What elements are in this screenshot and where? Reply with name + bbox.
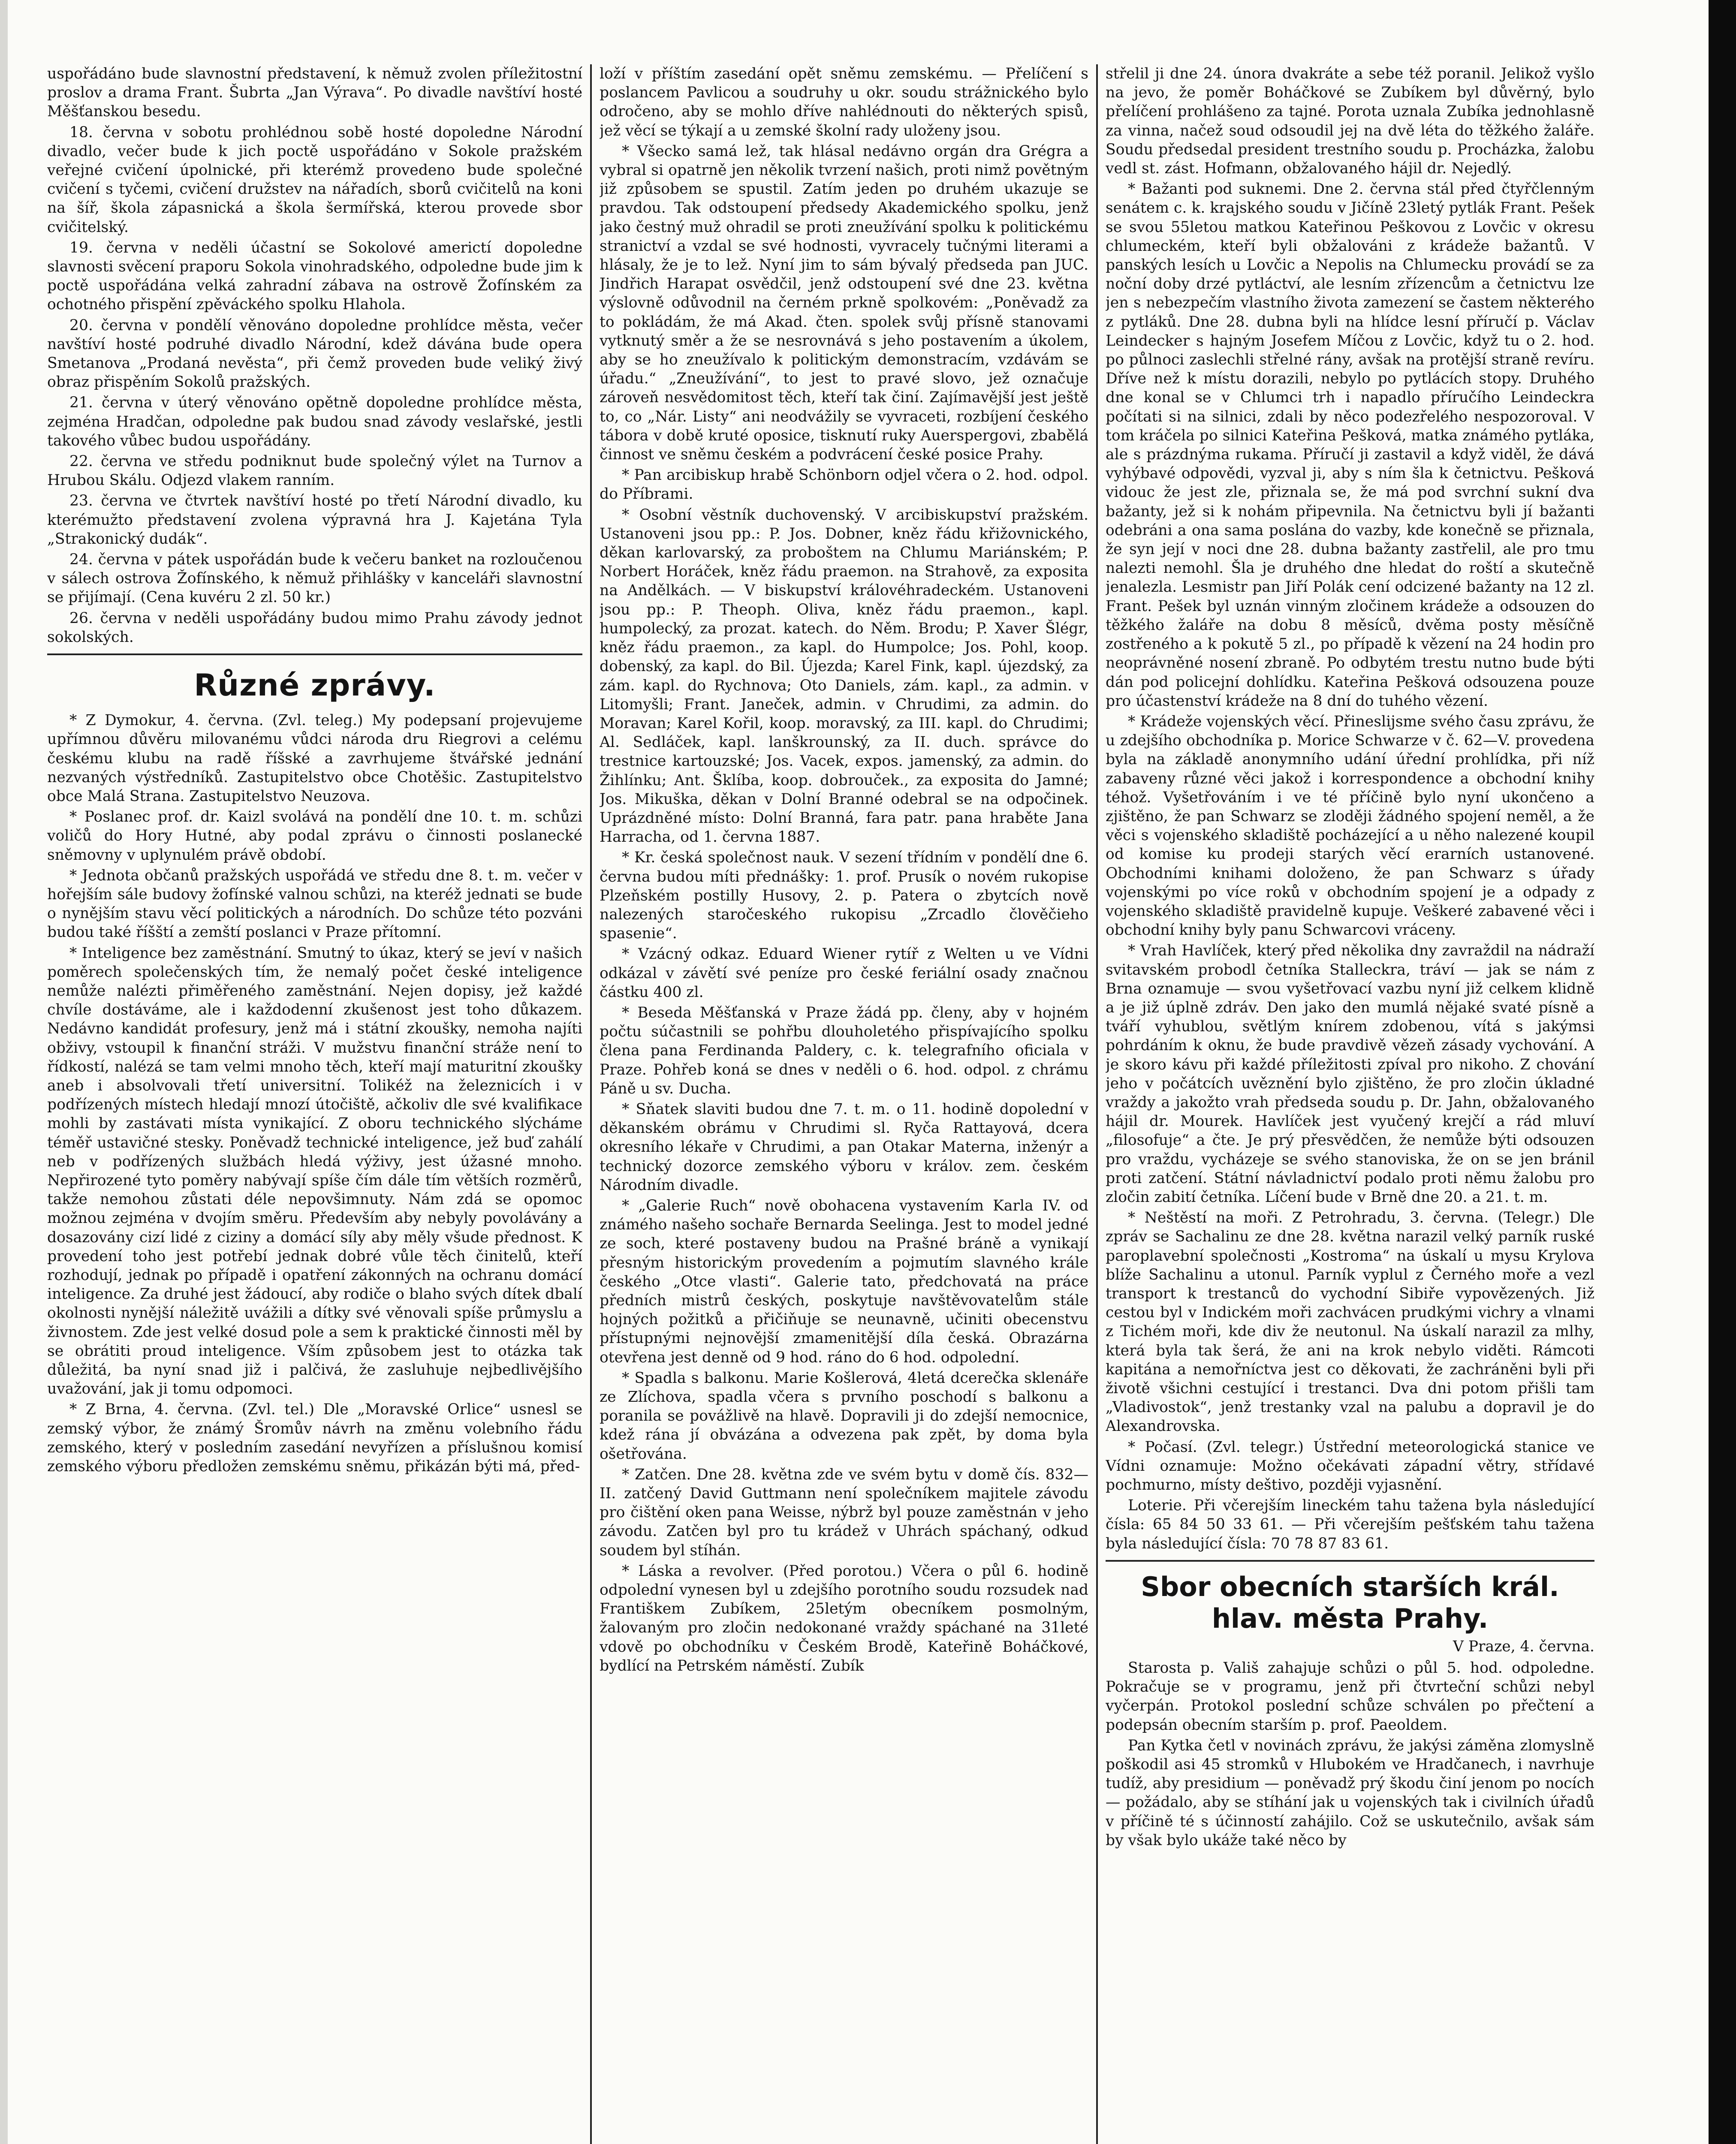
news-item: * „Galerie Ruch“ nově obohacena vystavením Karla IV. od známého našeho sochaře Bernarda Seelinga. Jest to model jedné ze soch, které postaveny budou na Prašné bráně a vynikají přesným historickým provedením a pojmutím slavného krále českého „Otce vlasti“. Galerie tato, předchovatá na práce předních mistrů českých, poskytuje navštěvovatelům stále hojných požitků a přičiňuje se neunavně, učiniti obecenstvu přístupnými nejnovější zmamenitější díla česká. Obrazárna otevřena jest denně od 9 hod. ráno do 6 hod. odpolední. — [600, 1197, 1088, 1366]
news-item: * Vrah Havlíček, který před několika dny zavraždil na nádraží svitavském probodl četníka Stalleckra, tráví — jak se nám z Brna oznamuje — svou vyšetřovací vazbu nyní již celkem klidně a je již úplně zdráv. Den jako den mumlá nějaké svaté písně a tváří vyhublou, světlým knírem zdobenou, vítá s jakýmsi pohrdáním k oknu, že bude pravdivě vězeň zásady vychování. A je skoro kávu při každé příležitosti zpíval pro nikoho. Z chování jeho v počátcích uvěznění bylo zjištěno, že pro zločin úkladné vraždy a jakožto vrah předseda soudu p. Dr. Jahn, obžalovaného hájil dr. Mourek. Havlíček jest vyučený krejčí a rád mluví „filosofuje“ a čte. Je prý přesvědčen, že nemůže býti odsouzen pro vraždu, vycházeje se svého stanoviska, že on se jen bránil proti zatčení. Státní návladnictví podalo proti němu žalobu pro zločin zabití četníka. Líčení bude v Brně dne 20. a 21. t. m. — [1106, 942, 1594, 1206]
news-item: * Neštěstí na moři. Z Petrohradu, 3. června. (Telegr.) Dle zpráv se Sachalinu ze dne 28. května narazil velký parník ruské paroplavební společnosti „Kostroma“ na úskalí u mysu Krylova blíže Sachalinu a utonul. Parník vyplul z Černého moře a vezl transport k trestanců do vychodní Sibiře vypovězených. Již cestou byl v Indickém moři zachvácen prudkými vichry a vlnami z Tichém moři, kde div že neutonul. Na úskalí narazil za mlhy, která byla tak šerá, že ani na krok nebylo viděti. Rámcoti kapitána a nemořníctva jest co děkovati, že zachráněni byli při životě všichni cestující i trestanci. Dva dni potom přišli tam „Vladivostok“, jenž trestanky vzal na palubu a dopravil je do Alexandrovska. — [1106, 1209, 1594, 1435]
news-item: * Všecko samá lež, tak hlásal nedávno orgán dra Grégra a vybral si opatrně jen několik tvrzení našich, proti nimž povětným již způsobem se spustil. Zatím jeden po druhém ukazuje se pravdou. Tak odstoupení předsedy Akademického spolku, jenž jako čestný muž ohradil se proti zneužívání spolku k politickému stranictví a vzdal se své hodnosti, vyvracely tučnými literami a hlásaly, že je to lež. Nyní jim to sám bývalý předseda pan JUC. Jindřich Harapat osvědčil, jenž odstoupení své dne 23. května výslovně odůvodnil na černém prkně spolkovém: „Poněvadž za to pokládám, že má Akad. čten. spolek svůj přísně stanovami vytknutý směr a že se nesrovnává s jeho postavením a úkolem, aby se ho zneužívalo k politickým demonstracím, vzdávám se úřadu.“ „Zneužívání“, to jest to pravé slovo, jež označuje zároveň nesvědomitost těch, kteří tak činí. Zajímavější jest ještě to, co „Nár. Listy“ ani neodvážily se vyvraceti, rozbíjení českého tábora v době kruté oposice, tisknutí ruky Auerspergovi, zbabělá činnost ve sněmu českém a podvrácení české posice Prahy. — [600, 142, 1088, 464]
section-divider — [1106, 1560, 1594, 1562]
program-paragraph: 22. června ve středu podniknut bude společný výlet na Turnov a Hrubou Skálu. Odjezd vlakem ranním. — [47, 453, 582, 489]
news-item: Starosta p. Vališ zahajuje schůzi o půl 5. hod. odpoledne. Pokračuje se v programu, jenž při čtvrteční schůzi nebyl vyčerpán. Protokol poslední schůze schválen po přečtení a podepsán obecním starším p. prof. Paeoldem. — [1106, 1659, 1594, 1734]
section-divider — [47, 653, 582, 655]
scan-edge-right — [1709, 0, 1736, 2144]
program-paragraph: 24. června v pátek uspořádán bude k večeru banket na rozloučenou v sálech ostrova Žofínského, k němuž přihlášky v kanceláři slavnostní se přijímají. (Cena kuvéru 2 zl. 50 kr.) — [47, 551, 582, 606]
news-item: * Láska a revolver. (Před porotou.) Včera o půl 6. hodině odpolední vynesen byl u zdejšího porotního soudu rozsudek nad Františkem Zubíkem, 25letým obecníkem posmolným, žalovaným pro zločin nedokonané vraždy spáchané na 31leté vdově po obchodníku v Českém Brodě, Kateřině Boháčkové, bydlící na Petrském náměstí. Zubík — [600, 1562, 1088, 1674]
news-item: * Bažanti pod suknemi. Dne 2. června stál před čtyřčlenným senátem c. k. krajského soudu v Jičíně 23letý pytlák Frant. Pešek se svou 55letou matkou Kateřinou Peškovou z Lovčic v okresu chlumeckém, kteří byli obžalováni z krádeže bažantů. V panských lesích u Lovčic a Nepolis na Chlumecku provádí se za noční doby drzé pytláctví, ale lesním zřízencům a četnictvu lze jen s nebezpečím vlastního života zamezení se častem některého z pytláků. Dne 28. dubna byli na hlídce lesní příručí p. Václav Leindecker s hajným Josefem Míčou z Lovčic, když tu o 2. hod. po půlnoci zaslechli střelné rány, avšak na protější straně revíru. Dříve než k místu dorazili, nebylo po pytlácích stopy. Druhého dne konal se v Chlumci trh i napadlo příručího Leindeckra počítati si na silnici, zdali by něco podezřelého nespozoroval. V tom kráčela po silnici Kateřina Pešková, matka známého pytláka, ale s prázdnýma rukama. Příručí ji zastavil a když viděl, že dává vyhýbavé odpovědi, vyzval ji, aby s ním šla k četnictvu. Pešková vidouc že jest zle, přiznala se, že má pod svrchní sukní dva bažanty, jež si k nohám připevnila. Na četnictvu byli jí bažanti odebráni a ona sama poslána do vazby, kde konečně se přiznala, že syn její v noci dne 28. dubna bažanty zastřelil, ale pro tmu nalezti nemohl. Šla je druhého dne hledat do roští a skutečně jenalezla. Lesmistr pan Jiří Polák cení odcizené bažanty na 12 zl. Frant. Pešek byl uznán vinným zločinem krádeže a odsouzen do těžkého žaláře na dobu 8 měsíců, dvěma posty měsíčně zostřeného a k pokutě 5 zl., po případě k vězení na 24 hodin pro neoprávněné nosení zbraně. Po odbytém trestu nutno bude býti dán pod policejní dohlídku. Kateřina Pešková odsouzena pouze pro účastenství krádeže na 8 dní do tuhého vězení. — [1106, 181, 1594, 710]
news-item: * Z Brna, 4. června. (Zvl. tel.) Dle „Moravské Orlice“ usnesl se zemský výbor, že známý Šromův návrh na změnu volebního řádu zemského, který v posledním zasedání nevyřízen a příslušnou komisí zemského výboru předložen zemskému sněmu, přikázán býti má, před- — [47, 1401, 582, 1476]
news-item: * Kr. česká společnost nauk. V sezení třídním v pondělí dne 6. června budou míti přednášky: 1. prof. Prusík o novém rukopise Plzeňském postilly Husovy, 2. p. Patera o zbytcích nově nalezených staročeského rukopisu „Zrcadlo člověčieho spasenie“. — [600, 849, 1088, 943]
news-item: střelil ji dne 24. února dvakráte a sebe též poranil. Jelikož vyšlo na jevo, že poměr Boháčkové se Zubíkem byl důvěrný, bylo přelíčení prohlášeno za tajné. Porota uznala Zubíka jednohlasně za vinna, načež soud odsoudil jej na dvě léta do těžkého žaláře. Soudu předsedal president trestního soudu p. Procházka, žalobu vedl st. zást. Hofmann, obžalovaného hájil dr. Nejedlý. — [1106, 65, 1594, 178]
column-rule-1 — [590, 64, 592, 2144]
program-paragraph: 26. června v neděli uspořádány budou mimo Prahu závody jednot sokolských. — [47, 609, 582, 646]
news-item: Pan Kytka četl v novinách zprávu, že jakýsi záměna zlomyslně poškodil asi 45 stromků v Hlubokém ve Hradčanech, i navrhuje tudíž, aby presidium — poněvadž prý škodu činí jenom po nocích — požádalo, aby se stíhání jak u vojenských tak i civilních úřadů v příčině té s účinností zahájilo. Což se uskutečnilo, avšak sám by však bylo ukáže také něco by — [1106, 1737, 1594, 1849]
news-item: * Beseda Měšťanská v Praze žádá pp. členy, aby v hojném počtu súčastnili se pohřbu dlouholetého přispívajícího spolku člena pana Ferdinanda Paldery, c. k. telegrafního oficiala v Praze. Pohřeb koná se dnes v neděli o 6. hod. odpol. z chrámu Páně u sv. Ducha. — [600, 1004, 1088, 1097]
news-item: * Počasí. (Zvl. telegr.) Ústřední meteorologická stanice ve Vídni oznamuje: Možno očekávati západní větry, střídavé pochmurno, místy deštivo, později vyjasnění. — [1106, 1438, 1594, 1494]
news-item: * Jednota občanů pražských uspořádá ve středu dne 8. t. m. večer v hořejším sále budovy žofínské valnou schůzi, na kteréž jednati se bude o nynějším stavu věcí politických a národních. Do schůze této pozváni budou také říšští a zemští poslanci v Praze přítomní. — [47, 867, 582, 941]
news-item: Loterie. Při včerejším lineckém tahu tažena byla následující čísla: 65 84 50 33 61. — Při včerejším pešťském tahu tažena byla následující čísla: 70 78 87 83 61. — [1106, 1497, 1594, 1552]
program-paragraph: 20. června v pondělí věnováno dopoledne prohlídce města, večer navštíví hosté podruhé divadlo Národní, kdež dávána bude opera Smetanova „Prodaná nevěsta“, při čemž proveden bude veliký živý obraz přispěním Sokolů pražských. — [47, 316, 582, 391]
program-paragraph: 23. června ve čtvrtek navštíví hosté po třetí Národní divadlo, ku kterémužto představení zvolena výpravná hra J. Kajetána Tyla „Strakonický dudák“. — [47, 492, 582, 548]
program-paragraph: 19. června v neděli účastní se Sokolové americtí dopoledne slavnosti svěcení praporu Sokola vinohradského, odpoledne bude jim k poctě uspořádána velká zahradní zábava na ostrově Žofínském za ochotného přispění zpěváckého spolku Hlahola. — [47, 239, 582, 313]
news-item: * Z Dymokur, 4. června. (Zvl. teleg.) My podepsaní projevujeme upřímnou důvěru milovanému vůdci národa dru Riegrovi a celému českému klubu na radě říšské a zavrhujeme štvářské jednání nezvaných výstředníků. Zastupitelstvo obce Chotěšic. Zastupitelstvo obce Malá Strana. Zastupitelstvo Neuzova. — [47, 712, 582, 805]
news-item: loží v příštím zasedání opět sněmu zemskému. — Přelíčení s poslancem Pavlicou a soudruhy u okr. soudu strážnického bylo odročeno, aby se mohlo dříve nahlédnouti do některých spisů, jež věcí se týkají a u zemské školní rady uloženy jsou. — [600, 65, 1088, 139]
program-paragraph: 18. června v sobotu prohlédnou sobě hosté dopoledne Národní divadlo, večer bude k jich poctě uspořádáno v Sokole pražském veřejné cvičení úpolnické, při kterémž provedeno bude společné cvičení s tyčemi, cvičení družstev na nářadích, sborů cvičitelů na koni na šíř, škola zápasnická a škola šermířská, kterou provede sbor cvičitelský. — [47, 123, 582, 236]
section-heading: Různé zprávy. — [194, 668, 436, 703]
news-item: * Poslanec prof. dr. Kaizl svolává na pondělí dne 10. t. m. schůzi voličů do Hory Hutné, aby podal zprávu o činnosti poslanecké sněmovny v uplynulém právě období. — [47, 808, 582, 864]
section-heading: Sbor obecních starších král. hlav. města Prahy. — [1141, 1571, 1559, 1634]
column-1 — [47, 64, 582, 2144]
news-item: * Spadla s balkonu. Marie Košlerová, 4letá dcerečka sklenáře ze Zlíchova, spadla včera s prvního poschodí s balkonu a poranila se povážlivě na hlavě. Dopravili ji do zdejší nemocnice, kdež rána jí obvázána a odvezena pak zpět, by doma byla ošetřována. — [600, 1369, 1088, 1463]
news-item: * Krádeže vojenských věcí. Přineslijsme svého času zprávu, že u zdejšího obchodníka p. Morice Schwarze v č. 62—V. provedena byla na základě anonymního udání úřední prohlídka, při níž zabaveny různé věci jakož i korrespondence a obchodní knihy téhož. Vyšetřováním i ve té příčině bylo nyní ukončeno a zjištěno, že pan Schwarz se zloději žádného spojení neměl, a že věci s vojenského skladiště pocházející a u něho nalezené koupil od komise ku prodeji starých věcí erarních ustanovené. Obchodními knihami doloženo, že pan Schwarz s úřady vojenskými po více roků v obchodním spojení je a odpady z vojenského skladiště pravidelně kupuje. Veškeré zabavené věci i obchodní knihy byly panu Schwarcovi vráceny. — [1106, 713, 1594, 939]
news-item: * Pan arcibiskup hrabě Schönborn odjel včera o 2. hod. odpol. do Příbrami. — [600, 467, 1088, 503]
news-item: * Zatčen. Dne 28. května zde ve svém bytu v domě čís. 832—II. zatčený David Guttmann není společníkem majitele závodu pro čištění oken pana Weisse, nýbrž byl pouze zaměstnán v jeho závodu. Zatčen byl pro tu krádež v Uhrách spáchaný, odkud soudem byl stíhán. — [600, 1466, 1088, 1559]
program-paragraph: 21. června v úterý věnováno opětně dopoledne prohlídce města, zejména Hradčan, odpoledne pak budou snad závody veslařské, jestli takového vůbec budou uspořádány. — [47, 394, 582, 449]
column-3 — [1106, 64, 1594, 2144]
news-item: * Vzácný odkaz. Eduard Wiener rytíř z Welten u ve Vídni odkázal v závětí své peníze pro české feriální osady značnou částku 400 zl. — [600, 946, 1088, 1001]
news-item: * Sňatek slaviti budou dne 7. t. m. o 11. hodině dopolední v děkanském obrámu v Chrudimi sl. Ryča Rattayová, dcera okresního lékaře v Chrudimi, a pan Otakar Materna, inženýr a technický dozorce zemského výboru v králov. zem. českém Národním divadle. — [600, 1100, 1088, 1194]
program-paragraph: uspořádáno bude slavnostní představení, k němuž zvolen příležitostní proslov a drama Frant. Šubrta „Jan Výrava“. Po divadle navštíví hosté Měšťanskou besedu. — [47, 65, 582, 120]
column-2 — [600, 64, 1088, 2144]
column-rule-2 — [1096, 64, 1098, 2144]
news-item: * Osobní věstník duchovenský. V arcibiskupství pražském. Ustanoveni jsou pp.: P. Jos. Dobner, kněz řádu křižovnického, děkan karlovarský, za proboštem na Chlumu Mariánském; P. Norbert Horáček, kněz řádu praemon. na Strahově, za exposita na Andělkách. — V biskupství královéhradeckém. Ustanoveni jsou pp.: P. Theoph. Oliva, kněz řádu praemon., kapl. humpolecký, za prozat. katech. do Něm. Brodu; P. Xaver Šlégr, kněz řádu praemon., za kapl. do Humpolce; Jos. Pohl, koop. dobenský, za kapl. do Bil. Újezda; Karel Fink, kapl. újezdský, za zám. kapl. do Rychnova; Oto Daniels, zám. kapl., za admin. v Litomyšli; Frant. Janeček, admin. v Chrudimi, za admin. do Moravan; Karel Kořil, koop. moravský, za III. kapl. do Chrudimi; Al. Sedláček, kapl. lanškrounský, za II. duch. správce do trestnice kartouzské; Jos. Vacek, expos. jamenský, za admin. do Žihlínku; Ant. Šklíba, koop. dobrouček., za exposita do Jamné; Jos. Mikuška, děkan v Dolní Branné odebral se na odpočinek. Uprázdněné místo: Dolní Branná, fara patr. pana hraběte Jana Harracha, od 1. června 1887. — [600, 506, 1088, 846]
news-item: * Inteligence bez zaměstnání. Smutný to úkaz, který se jeví v našich poměrech společenských tím, že nemalý počet české inteligence nemůže nalézti přiměřeného zaměstnání. Nejen dopisy, jež každé chvíle dostáváme, ale i každodenní zkušenost jest toho důkazem. Nedávno kandidát profesury, jenž má i státní zkoušky, nemoha najíti obživy, vstoupil k finanční stráži. V mužstvu finanční stráže není to řídkostí, nalézá se tam velmi mnoho těch, kteří mají maturitní zkoušky aneb i absolvovali třetí universitní. Tolikéž na železnicích i v podřízených místech hledají mnozí útočiště, ačkoliv dle své kvalifikace mohli by zastávati místa vynikající. Z oboru technického slýcháme téměř ustavičné stesky. Poněvadž technické inteligence, jež buď zahálí neb v podřízených službách hledá výživy, jest úžasné mnoho. Nepřirozené tyto poměry nabývají spíše čím dále tím větších rozměrů, takže nemohou zůstati déle nepovšimnuty. Nám zdá se opomoc možnou zejména v dvojím směru. Především aby nebyly povolávány a dosazovány cizí lidé z ciziny a domácí síly aby měly všude přednost. K provedení toho jest potřebí jednak dobré vůle těch činitelů, kteří rozhodují, jednak po případě i opatření zákonných na ochranu domácí inteligence. Za druhé jest žádoucí, aby rodiče o blaho svých dítek dbalí okolnosti nynější náležitě uvážili a dítky své věnovali spíše průmyslu a živnostem. Zde jest velké dosud pole a sem k praktické činnosti měl by se obrátiti proud inteligence. Vším způsobem jest to otázka tak důležitá, ba nyní snad již i palčivá, že zasluhuje nejbedlivějšího uvažování, jak ji tomu odpomoci. — [47, 944, 582, 1398]
scan-edge-left — [0, 0, 8, 2144]
dateline: V Praze, 4. června. — [1453, 1638, 1594, 1655]
